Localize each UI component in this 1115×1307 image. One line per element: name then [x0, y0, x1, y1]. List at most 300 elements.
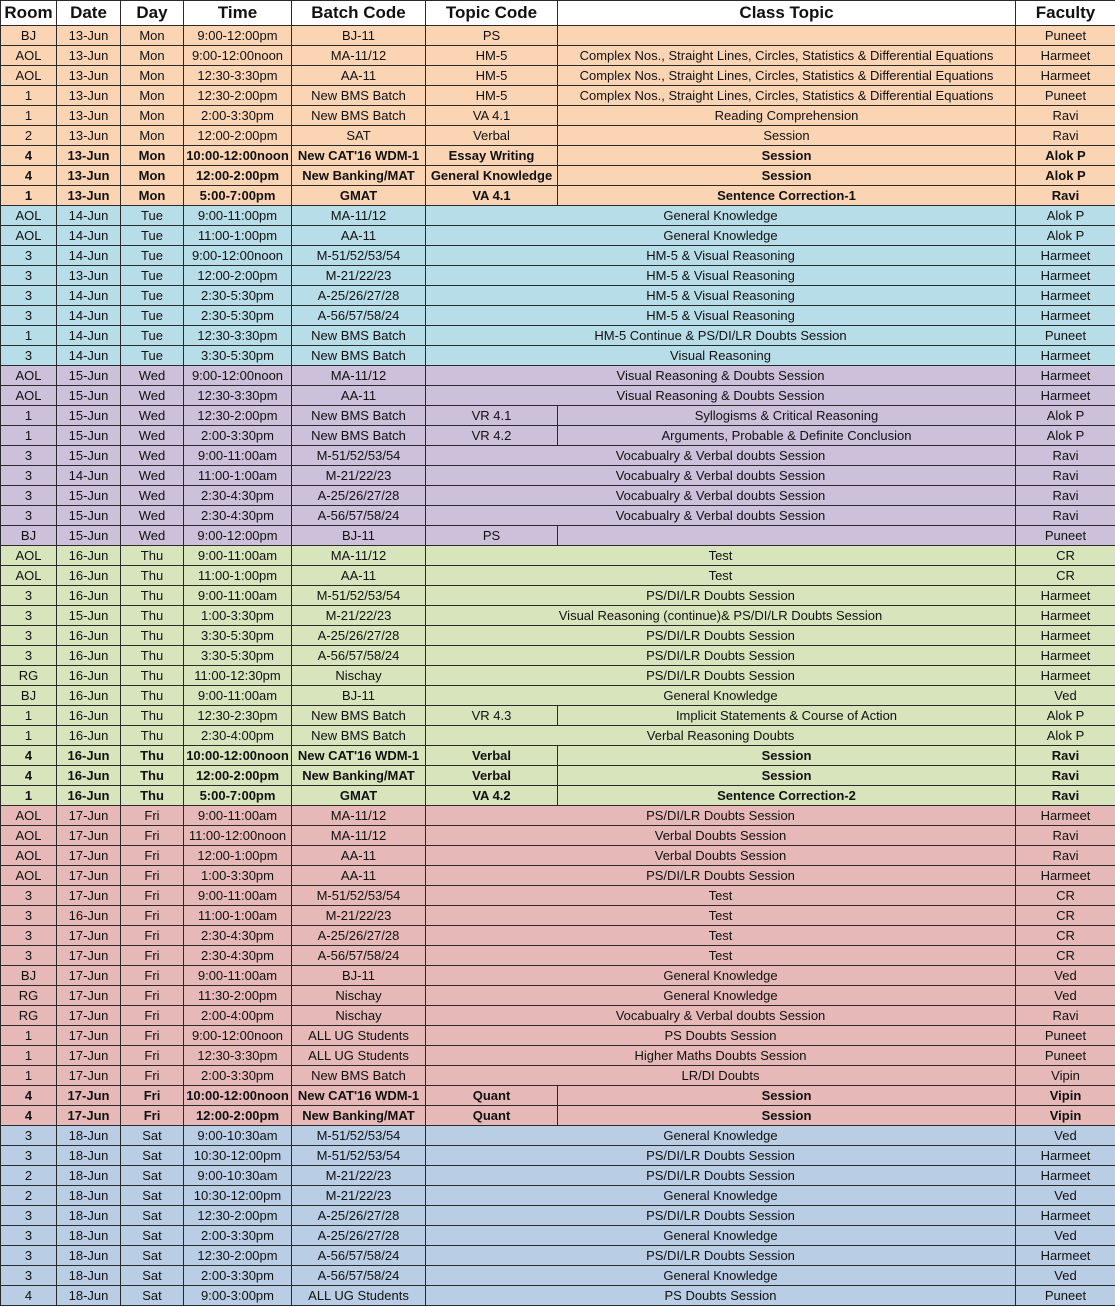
class-topic-cell: PS/DI/LR Doubts Session [426, 1146, 1016, 1166]
room-cell: 4 [1, 746, 57, 766]
time-cell: 10:00-12:00noon [184, 746, 292, 766]
date-cell: 16-Jun [57, 626, 121, 646]
room-cell: 3 [1, 286, 57, 306]
time-cell: 10:00-12:00noon [184, 1086, 292, 1106]
class-topic-cell: PS/DI/LR Doubts Session [426, 1246, 1016, 1266]
header-room: Room [1, 1, 57, 26]
time-cell: 10:30-12:00pm [184, 1146, 292, 1166]
day-cell: Thu [121, 666, 184, 686]
room-cell: AOL [1, 226, 57, 246]
batch-code-cell: M-21/22/23 [292, 466, 426, 486]
time-cell: 12:30-3:30pm [184, 66, 292, 86]
date-cell: 16-Jun [57, 766, 121, 786]
day-cell: Fri [121, 966, 184, 986]
date-cell: 13-Jun [57, 106, 121, 126]
batch-code-cell: M-51/52/53/54 [292, 886, 426, 906]
table-row [1, 906, 1115, 926]
time-cell: 2:00-3:30pm [184, 106, 292, 126]
time-cell: 12:30-3:30pm [184, 386, 292, 406]
time-cell: 12:00-2:00pm [184, 166, 292, 186]
topic-code-cell: General Knowledge [426, 166, 558, 186]
time-cell: 2:30-4:30pm [184, 946, 292, 966]
faculty-cell: Alok P [1016, 166, 1115, 186]
time-cell: 2:30-5:30pm [184, 286, 292, 306]
room-cell: 2 [1, 1186, 57, 1206]
room-cell: AOL [1, 566, 57, 586]
date-cell: 18-Jun [57, 1186, 121, 1206]
batch-code-cell: MA-11/12 [292, 806, 426, 826]
day-cell: Wed [121, 386, 184, 406]
room-cell: 3 [1, 606, 57, 626]
day-cell: Tue [121, 246, 184, 266]
batch-code-cell: New BMS Batch [292, 706, 426, 726]
topic-code-cell: PS [426, 526, 558, 546]
batch-code-cell: A-56/57/58/24 [292, 946, 426, 966]
faculty-cell: Puneet [1016, 326, 1115, 346]
class-topic-cell: HM-5 & Visual Reasoning [426, 286, 1016, 306]
day-cell: Fri [121, 1106, 184, 1126]
day-cell: Mon [121, 186, 184, 206]
room-cell: 3 [1, 946, 57, 966]
time-cell: 9:00-12:00pm [184, 526, 292, 546]
batch-code-cell: AA-11 [292, 66, 426, 86]
room-cell: 3 [1, 926, 57, 946]
faculty-cell: CR [1016, 546, 1115, 566]
room-cell: AOL [1, 546, 57, 566]
class-topic-cell: HM-5 & Visual Reasoning [426, 306, 1016, 326]
time-cell: 3:30-5:30pm [184, 626, 292, 646]
day-cell: Tue [121, 266, 184, 286]
room-cell: 1 [1, 1026, 57, 1046]
batch-code-cell: M-51/52/53/54 [292, 1146, 426, 1166]
table-row [1, 1106, 1115, 1126]
batch-code-cell: New CAT'16 WDM-1 [292, 746, 426, 766]
batch-code-cell: M-51/52/53/54 [292, 446, 426, 466]
date-cell: 15-Jun [57, 446, 121, 466]
class-topic-cell: General Knowledge [426, 206, 1016, 226]
date-cell: 17-Jun [57, 886, 121, 906]
time-cell: 12:30-2:00pm [184, 1206, 292, 1226]
day-cell: Tue [121, 286, 184, 306]
batch-code-cell: ALL UG Students [292, 1286, 426, 1306]
date-cell: 17-Jun [57, 1046, 121, 1066]
day-cell: Fri [121, 886, 184, 906]
class-topic-cell: Complex Nos., Straight Lines, Circles, Statistics & Differential Equations [558, 86, 1016, 106]
day-cell: Mon [121, 86, 184, 106]
table-row [1, 1206, 1115, 1226]
class-topic-cell: General Knowledge [426, 226, 1016, 246]
time-cell: 11:00-1:00pm [184, 566, 292, 586]
date-cell: 14-Jun [57, 326, 121, 346]
topic-code-cell: VA 4.1 [426, 186, 558, 206]
day-cell: Fri [121, 1026, 184, 1046]
class-topic-cell: Vocabualry & Verbal doubts Session [426, 446, 1016, 466]
room-cell: 3 [1, 1266, 57, 1286]
day-cell: Mon [121, 146, 184, 166]
table-row [1, 126, 1115, 146]
date-cell: 13-Jun [57, 166, 121, 186]
room-cell: 2 [1, 1166, 57, 1186]
day-cell: Wed [121, 446, 184, 466]
date-cell: 17-Jun [57, 846, 121, 866]
day-cell: Mon [121, 26, 184, 46]
room-cell: 3 [1, 886, 57, 906]
faculty-cell: Puneet [1016, 526, 1115, 546]
day-cell: Sat [121, 1166, 184, 1186]
class-topic-cell: General Knowledge [426, 1186, 1016, 1206]
class-topic-cell: Test [426, 946, 1016, 966]
table-row [1, 466, 1115, 486]
day-cell: Wed [121, 466, 184, 486]
topic-code-cell: VA 4.1 [426, 106, 558, 126]
room-cell: 1 [1, 326, 57, 346]
time-cell: 12:00-2:00pm [184, 766, 292, 786]
class-topic-cell: Test [426, 926, 1016, 946]
topic-code-cell: HM-5 [426, 66, 558, 86]
room-cell: RG [1, 986, 57, 1006]
table-row [1, 486, 1115, 506]
class-topic-cell: Visual Reasoning & Doubts Session [426, 386, 1016, 406]
batch-code-cell: GMAT [292, 186, 426, 206]
table-row [1, 146, 1115, 166]
table-row [1, 1086, 1115, 1106]
faculty-cell: Ved [1016, 1226, 1115, 1246]
time-cell: 12:00-2:00pm [184, 266, 292, 286]
batch-code-cell: ALL UG Students [292, 1046, 426, 1066]
faculty-cell: Ravi [1016, 786, 1115, 806]
date-cell: 18-Jun [57, 1206, 121, 1226]
day-cell: Mon [121, 46, 184, 66]
batch-code-cell: New BMS Batch [292, 726, 426, 746]
class-topic-cell: PS Doubts Session [426, 1286, 1016, 1306]
time-cell: 9:00-12:00pm [184, 26, 292, 46]
table-row [1, 226, 1115, 246]
time-cell: 2:30-4:00pm [184, 726, 292, 746]
faculty-cell: Ved [1016, 686, 1115, 706]
day-cell: Wed [121, 406, 184, 426]
table-row [1, 426, 1115, 446]
batch-code-cell: A-25/26/27/28 [292, 626, 426, 646]
date-cell: 14-Jun [57, 226, 121, 246]
time-cell: 2:30-5:30pm [184, 306, 292, 326]
day-cell: Sat [121, 1266, 184, 1286]
faculty-cell: Ravi [1016, 746, 1115, 766]
faculty-cell: Ved [1016, 986, 1115, 1006]
day-cell: Fri [121, 986, 184, 1006]
day-cell: Fri [121, 1006, 184, 1026]
batch-code-cell: A-25/26/27/28 [292, 1226, 426, 1246]
day-cell: Tue [121, 226, 184, 246]
date-cell: 16-Jun [57, 546, 121, 566]
date-cell: 18-Jun [57, 1226, 121, 1246]
room-cell: 4 [1, 1086, 57, 1106]
time-cell: 10:30-12:00pm [184, 1186, 292, 1206]
day-cell: Tue [121, 306, 184, 326]
room-cell: RG [1, 1006, 57, 1026]
table-row [1, 326, 1115, 346]
day-cell: Sat [121, 1206, 184, 1226]
class-topic-cell: PS/DI/LR Doubts Session [426, 626, 1016, 646]
time-cell: 12:00-2:00pm [184, 1106, 292, 1126]
faculty-cell: Harmeet [1016, 606, 1115, 626]
date-cell: 15-Jun [57, 426, 121, 446]
room-cell: 3 [1, 346, 57, 366]
date-cell: 17-Jun [57, 866, 121, 886]
faculty-cell: Vipin [1016, 1106, 1115, 1126]
batch-code-cell: A-56/57/58/24 [292, 1266, 426, 1286]
room-cell: 4 [1, 1106, 57, 1126]
date-cell: 16-Jun [57, 706, 121, 726]
table-row [1, 1286, 1115, 1306]
room-cell: AOL [1, 866, 57, 886]
class-topic-cell: PS/DI/LR Doubts Session [426, 666, 1016, 686]
room-cell: 3 [1, 306, 57, 326]
table-row [1, 166, 1115, 186]
faculty-cell: Ved [1016, 966, 1115, 986]
batch-code-cell: New BMS Batch [292, 86, 426, 106]
time-cell: 9:00-11:00am [184, 446, 292, 466]
faculty-cell: Harmeet [1016, 366, 1115, 386]
class-topic-cell: Session [558, 1086, 1016, 1106]
date-cell: 16-Jun [57, 906, 121, 926]
time-cell: 9:00-12:00noon [184, 46, 292, 66]
date-cell: 16-Jun [57, 686, 121, 706]
topic-code-cell: PS [426, 26, 558, 46]
time-cell: 11:00-12:30pm [184, 666, 292, 686]
table-row [1, 646, 1115, 666]
room-cell: AOL [1, 386, 57, 406]
time-cell: 9:00-11:00am [184, 806, 292, 826]
room-cell: BJ [1, 526, 57, 546]
room-cell: AOL [1, 46, 57, 66]
date-cell: 17-Jun [57, 1066, 121, 1086]
topic-code-cell: Quant [426, 1086, 558, 1106]
room-cell: 4 [1, 1286, 57, 1306]
class-topic-cell: Test [426, 566, 1016, 586]
topic-code-cell: VA 4.2 [426, 786, 558, 806]
date-cell: 15-Jun [57, 486, 121, 506]
day-cell: Wed [121, 506, 184, 526]
date-cell: 16-Jun [57, 566, 121, 586]
faculty-cell: CR [1016, 906, 1115, 926]
class-topic-cell: Verbal Reasoning Doubts [426, 726, 1016, 746]
class-topic-cell: Implicit Statements & Course of Action [558, 706, 1016, 726]
table-row [1, 966, 1115, 986]
class-topic-cell: General Knowledge [426, 1226, 1016, 1246]
class-topic-cell: Sentence Correction-1 [558, 186, 1016, 206]
room-cell: 3 [1, 586, 57, 606]
faculty-cell: Vipin [1016, 1066, 1115, 1086]
faculty-cell: Ravi [1016, 106, 1115, 126]
room-cell: 3 [1, 466, 57, 486]
room-cell: 3 [1, 1226, 57, 1246]
date-cell: 13-Jun [57, 146, 121, 166]
table-row [1, 726, 1115, 746]
time-cell: 10:00-12:00noon [184, 146, 292, 166]
table-row [1, 626, 1115, 646]
faculty-cell: Harmeet [1016, 1146, 1115, 1166]
topic-code-cell: VR 4.2 [426, 426, 558, 446]
faculty-cell: Alok P [1016, 406, 1115, 426]
batch-code-cell: A-25/26/27/28 [292, 1206, 426, 1226]
faculty-cell: Harmeet [1016, 1206, 1115, 1226]
time-cell: 12:30-2:00pm [184, 1246, 292, 1266]
time-cell: 9:00-11:00am [184, 686, 292, 706]
day-cell: Mon [121, 66, 184, 86]
date-cell: 18-Jun [57, 1166, 121, 1186]
day-cell: Mon [121, 106, 184, 126]
batch-code-cell: M-21/22/23 [292, 606, 426, 626]
faculty-cell: Ravi [1016, 766, 1115, 786]
faculty-cell: Harmeet [1016, 66, 1115, 86]
batch-code-cell: A-56/57/58/24 [292, 1246, 426, 1266]
date-cell: 17-Jun [57, 1006, 121, 1026]
day-cell: Fri [121, 826, 184, 846]
class-topic-cell: Test [426, 546, 1016, 566]
date-cell: 18-Jun [57, 1286, 121, 1306]
class-topic-cell: PS/DI/LR Doubts Session [426, 866, 1016, 886]
faculty-cell: CR [1016, 566, 1115, 586]
batch-code-cell: New Banking/MAT [292, 1106, 426, 1126]
faculty-cell: Ved [1016, 1126, 1115, 1146]
class-topic-cell: Test [426, 906, 1016, 926]
time-cell: 2:00-3:30pm [184, 426, 292, 446]
time-cell: 9:00-12:00noon [184, 246, 292, 266]
room-cell: 1 [1, 1066, 57, 1086]
day-cell: Thu [121, 546, 184, 566]
batch-code-cell: Nischay [292, 986, 426, 1006]
class-topic-cell: Vocabualry & Verbal doubts Session [426, 1006, 1016, 1026]
room-cell: 3 [1, 906, 57, 926]
time-cell: 12:00-1:00pm [184, 846, 292, 866]
batch-code-cell: M-51/52/53/54 [292, 246, 426, 266]
batch-code-cell: Nischay [292, 1006, 426, 1026]
schedule-body [1, 26, 1115, 1306]
day-cell: Wed [121, 366, 184, 386]
room-cell: 3 [1, 506, 57, 526]
day-cell: Sat [121, 1286, 184, 1306]
date-cell: 13-Jun [57, 266, 121, 286]
date-cell: 13-Jun [57, 186, 121, 206]
day-cell: Thu [121, 626, 184, 646]
date-cell: 17-Jun [57, 966, 121, 986]
time-cell: 12:30-3:30pm [184, 1046, 292, 1066]
class-topic-cell: Visual Reasoning (continue)& PS/DI/LR Doubts Session [426, 606, 1016, 626]
class-topic-cell: General Knowledge [426, 686, 1016, 706]
batch-code-cell: BJ-11 [292, 526, 426, 546]
room-cell: 1 [1, 186, 57, 206]
table-row [1, 526, 1115, 546]
table-row [1, 246, 1115, 266]
faculty-cell: Puneet [1016, 26, 1115, 46]
table-row [1, 686, 1115, 706]
date-cell: 13-Jun [57, 86, 121, 106]
table-row [1, 186, 1115, 206]
table-row [1, 866, 1115, 886]
date-cell: 17-Jun [57, 986, 121, 1006]
batch-code-cell: A-25/26/27/28 [292, 926, 426, 946]
date-cell: 15-Jun [57, 526, 121, 546]
room-cell: 3 [1, 646, 57, 666]
batch-code-cell: AA-11 [292, 846, 426, 866]
room-cell: 1 [1, 726, 57, 746]
time-cell: 2:30-4:30pm [184, 486, 292, 506]
class-topic-cell: Sentence Correction-2 [558, 786, 1016, 806]
batch-code-cell: AA-11 [292, 386, 426, 406]
table-row [1, 606, 1115, 626]
room-cell: 3 [1, 246, 57, 266]
time-cell: 2:00-4:00pm [184, 1006, 292, 1026]
class-topic-cell: HM-5 Continue & PS/DI/LR Doubts Session [426, 326, 1016, 346]
faculty-cell: Harmeet [1016, 626, 1115, 646]
faculty-cell: Alok P [1016, 146, 1115, 166]
batch-code-cell: A-56/57/58/24 [292, 306, 426, 326]
day-cell: Fri [121, 1066, 184, 1086]
class-topic-cell: Vocabualry & Verbal doubts Session [426, 486, 1016, 506]
class-topic-cell: Vocabualry & Verbal doubts Session [426, 466, 1016, 486]
batch-code-cell: New BMS Batch [292, 326, 426, 346]
date-cell: 18-Jun [57, 1266, 121, 1286]
day-cell: Fri [121, 866, 184, 886]
header-date: Date [57, 1, 121, 26]
class-topic-cell: PS/DI/LR Doubts Session [426, 586, 1016, 606]
class-topic-cell: Session [558, 166, 1016, 186]
faculty-cell: Ravi [1016, 186, 1115, 206]
time-cell: 9:00-12:00noon [184, 1026, 292, 1046]
batch-code-cell: A-56/57/58/24 [292, 506, 426, 526]
room-cell: 1 [1, 106, 57, 126]
date-cell: 16-Jun [57, 726, 121, 746]
table-row [1, 1026, 1115, 1046]
room-cell: BJ [1, 686, 57, 706]
class-topic-cell: Session [558, 746, 1016, 766]
time-cell: 11:00-1:00am [184, 906, 292, 926]
class-topic-cell: Arguments, Probable & Definite Conclusion [558, 426, 1016, 446]
batch-code-cell: M-51/52/53/54 [292, 1126, 426, 1146]
date-cell: 14-Jun [57, 466, 121, 486]
batch-code-cell: MA-11/12 [292, 206, 426, 226]
class-topic-cell: LR/DI Doubts [426, 1066, 1016, 1086]
faculty-cell: Ravi [1016, 506, 1115, 526]
table-row [1, 566, 1115, 586]
table-row [1, 1126, 1115, 1146]
topic-code-cell: VR 4.3 [426, 706, 558, 726]
faculty-cell: Alok P [1016, 206, 1115, 226]
faculty-cell: Alok P [1016, 426, 1115, 446]
room-cell: 3 [1, 1246, 57, 1266]
faculty-cell: Vipin [1016, 1086, 1115, 1106]
table-row [1, 1246, 1115, 1266]
time-cell: 12:30-2:00pm [184, 406, 292, 426]
topic-code-cell: Verbal [426, 746, 558, 766]
batch-code-cell: New Banking/MAT [292, 766, 426, 786]
time-cell: 9:00-11:00am [184, 966, 292, 986]
date-cell: 13-Jun [57, 66, 121, 86]
time-cell: 12:30-2:00pm [184, 86, 292, 106]
room-cell: AOL [1, 66, 57, 86]
day-cell: Fri [121, 926, 184, 946]
batch-code-cell: Nischay [292, 666, 426, 686]
room-cell: 4 [1, 146, 57, 166]
class-topic-cell: Complex Nos., Straight Lines, Circles, Statistics & Differential Equations [558, 46, 1016, 66]
faculty-cell: Alok P [1016, 706, 1115, 726]
class-topic-cell: Reading Comprehension [558, 106, 1016, 126]
class-topic-cell: Session [558, 766, 1016, 786]
class-topic-cell [558, 26, 1016, 46]
topic-code-cell: Verbal [426, 766, 558, 786]
room-cell: 3 [1, 446, 57, 466]
time-cell: 9:00-11:00am [184, 586, 292, 606]
